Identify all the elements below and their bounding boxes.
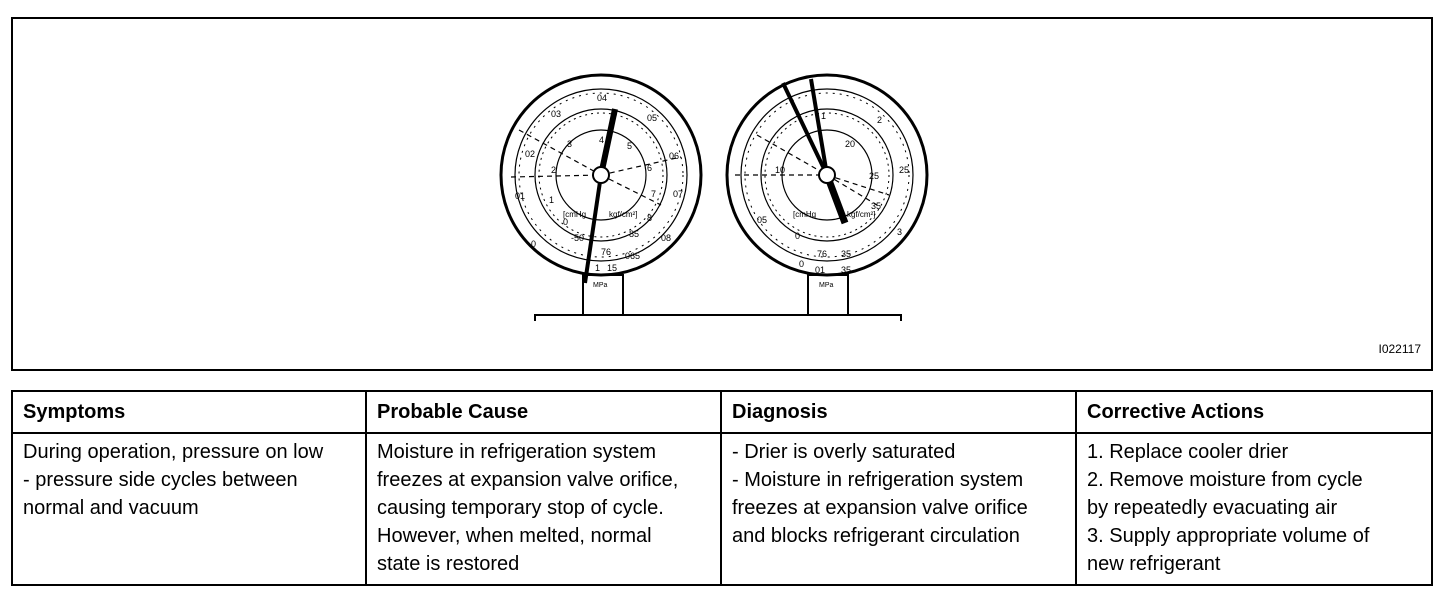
svg-text:06: 06 [669, 151, 680, 161]
svg-text:0: 0 [799, 259, 805, 269]
troubleshooting-table [11, 390, 1433, 586]
svg-text:20: 20 [845, 139, 856, 149]
gauge-illustration [13, 19, 1435, 373]
low-outer-label: 04 [597, 93, 608, 103]
svg-text:7: 7 [651, 189, 657, 199]
svg-text:0: 0 [531, 239, 537, 249]
svg-text:05: 05 [757, 215, 768, 225]
text-line: - pressure side cycles between [23, 469, 298, 491]
cell-symptoms [12, 433, 366, 585]
text-line: - Drier is overly saturated [732, 441, 956, 463]
text-line: Moisture in refrigeration system [377, 441, 656, 463]
svg-text:35: 35 [841, 249, 852, 259]
text-line: and blocks refrigerant circulation [732, 525, 1020, 547]
text-line: state is restored [377, 553, 520, 575]
cell-diagnosis [721, 433, 1076, 585]
svg-text:76: 76 [601, 247, 612, 257]
cell-probable-cause [366, 433, 721, 585]
table-header-row [12, 391, 1432, 433]
svg-text:1: 1 [821, 111, 827, 121]
svg-text:3: 3 [567, 139, 573, 149]
svg-text:1: 1 [549, 195, 555, 205]
svg-text:01: 01 [815, 265, 826, 275]
svg-text:10: 10 [775, 165, 786, 175]
text-line: - Moisture in refrigeration system [732, 469, 1024, 491]
svg-text:0: 0 [563, 217, 569, 227]
header-diagnosis: Diagnosis [721, 391, 1076, 433]
svg-text:8: 8 [647, 213, 653, 223]
svg-text:kgf/cm²]: kgf/cm²] [609, 210, 638, 219]
text-line: by repeatedly evacuating air [1087, 497, 1338, 519]
text-line: freezes at expansion valve orifice [732, 497, 1028, 519]
text-line: 1. Replace cooler drier [1087, 441, 1289, 463]
text-line: normal and vacuum [23, 497, 199, 519]
svg-text:2: 2 [551, 165, 557, 175]
svg-text:35: 35 [871, 201, 882, 211]
svg-text:3: 3 [897, 227, 903, 237]
svg-text:05: 05 [647, 113, 658, 123]
svg-text:4: 4 [599, 135, 605, 145]
svg-text:MPa: MPa [593, 282, 608, 289]
svg-text:MPa: MPa [819, 282, 834, 289]
svg-text:065: 065 [625, 251, 641, 261]
text-line: However, when melted, normal [377, 525, 652, 547]
svg-text:07: 07 [673, 189, 684, 199]
svg-text:01: 01 [515, 191, 526, 201]
text-line: 2. Remove moisture from cycle [1087, 469, 1363, 491]
svg-text:[cmHg: [cmHg [563, 210, 587, 219]
svg-text:15: 15 [607, 263, 618, 273]
figure-id: I022117 [1378, 342, 1421, 356]
svg-text:0: 0 [795, 231, 801, 241]
svg-text:76: 76 [817, 249, 828, 259]
figure-frame [11, 17, 1433, 371]
high-pressure-gauge [727, 75, 927, 289]
table-row [12, 433, 1432, 585]
high-gauge-stem [808, 275, 848, 315]
svg-text:25: 25 [869, 171, 880, 181]
svg-text:35: 35 [841, 265, 852, 275]
svg-text:08: 08 [661, 233, 672, 243]
svg-text:02: 02 [525, 149, 536, 159]
svg-text:kgf/cm²]: kgf/cm²] [847, 210, 876, 219]
low-pressure-gauge [501, 75, 701, 289]
svg-text:-50: -50 [571, 233, 585, 243]
svg-text:6: 6 [647, 163, 653, 173]
cell-corrective-actions [1076, 433, 1432, 585]
svg-text:[cmHg: [cmHg [793, 210, 817, 219]
svg-text:25: 25 [899, 165, 910, 175]
svg-text:85: 85 [629, 229, 640, 239]
header-probable-cause: Probable Cause [366, 391, 721, 433]
header-corrective-actions: Corrective Actions [1076, 391, 1432, 433]
text-line: new refrigerant [1087, 553, 1221, 575]
text-line: freezes at expansion valve orifice, [377, 469, 679, 491]
text-line: 3. Supply appropriate volume of [1087, 525, 1370, 547]
low-gauge-stem [583, 275, 623, 315]
text-line: causing temporary stop of cycle. [377, 497, 664, 519]
svg-text:03: 03 [551, 109, 562, 119]
svg-text:2: 2 [877, 115, 883, 125]
text-line: During operation, pressure on low [23, 441, 324, 463]
svg-text:1: 1 [595, 263, 601, 273]
svg-text:5: 5 [627, 141, 633, 151]
header-symptoms: Symptoms [12, 391, 366, 433]
